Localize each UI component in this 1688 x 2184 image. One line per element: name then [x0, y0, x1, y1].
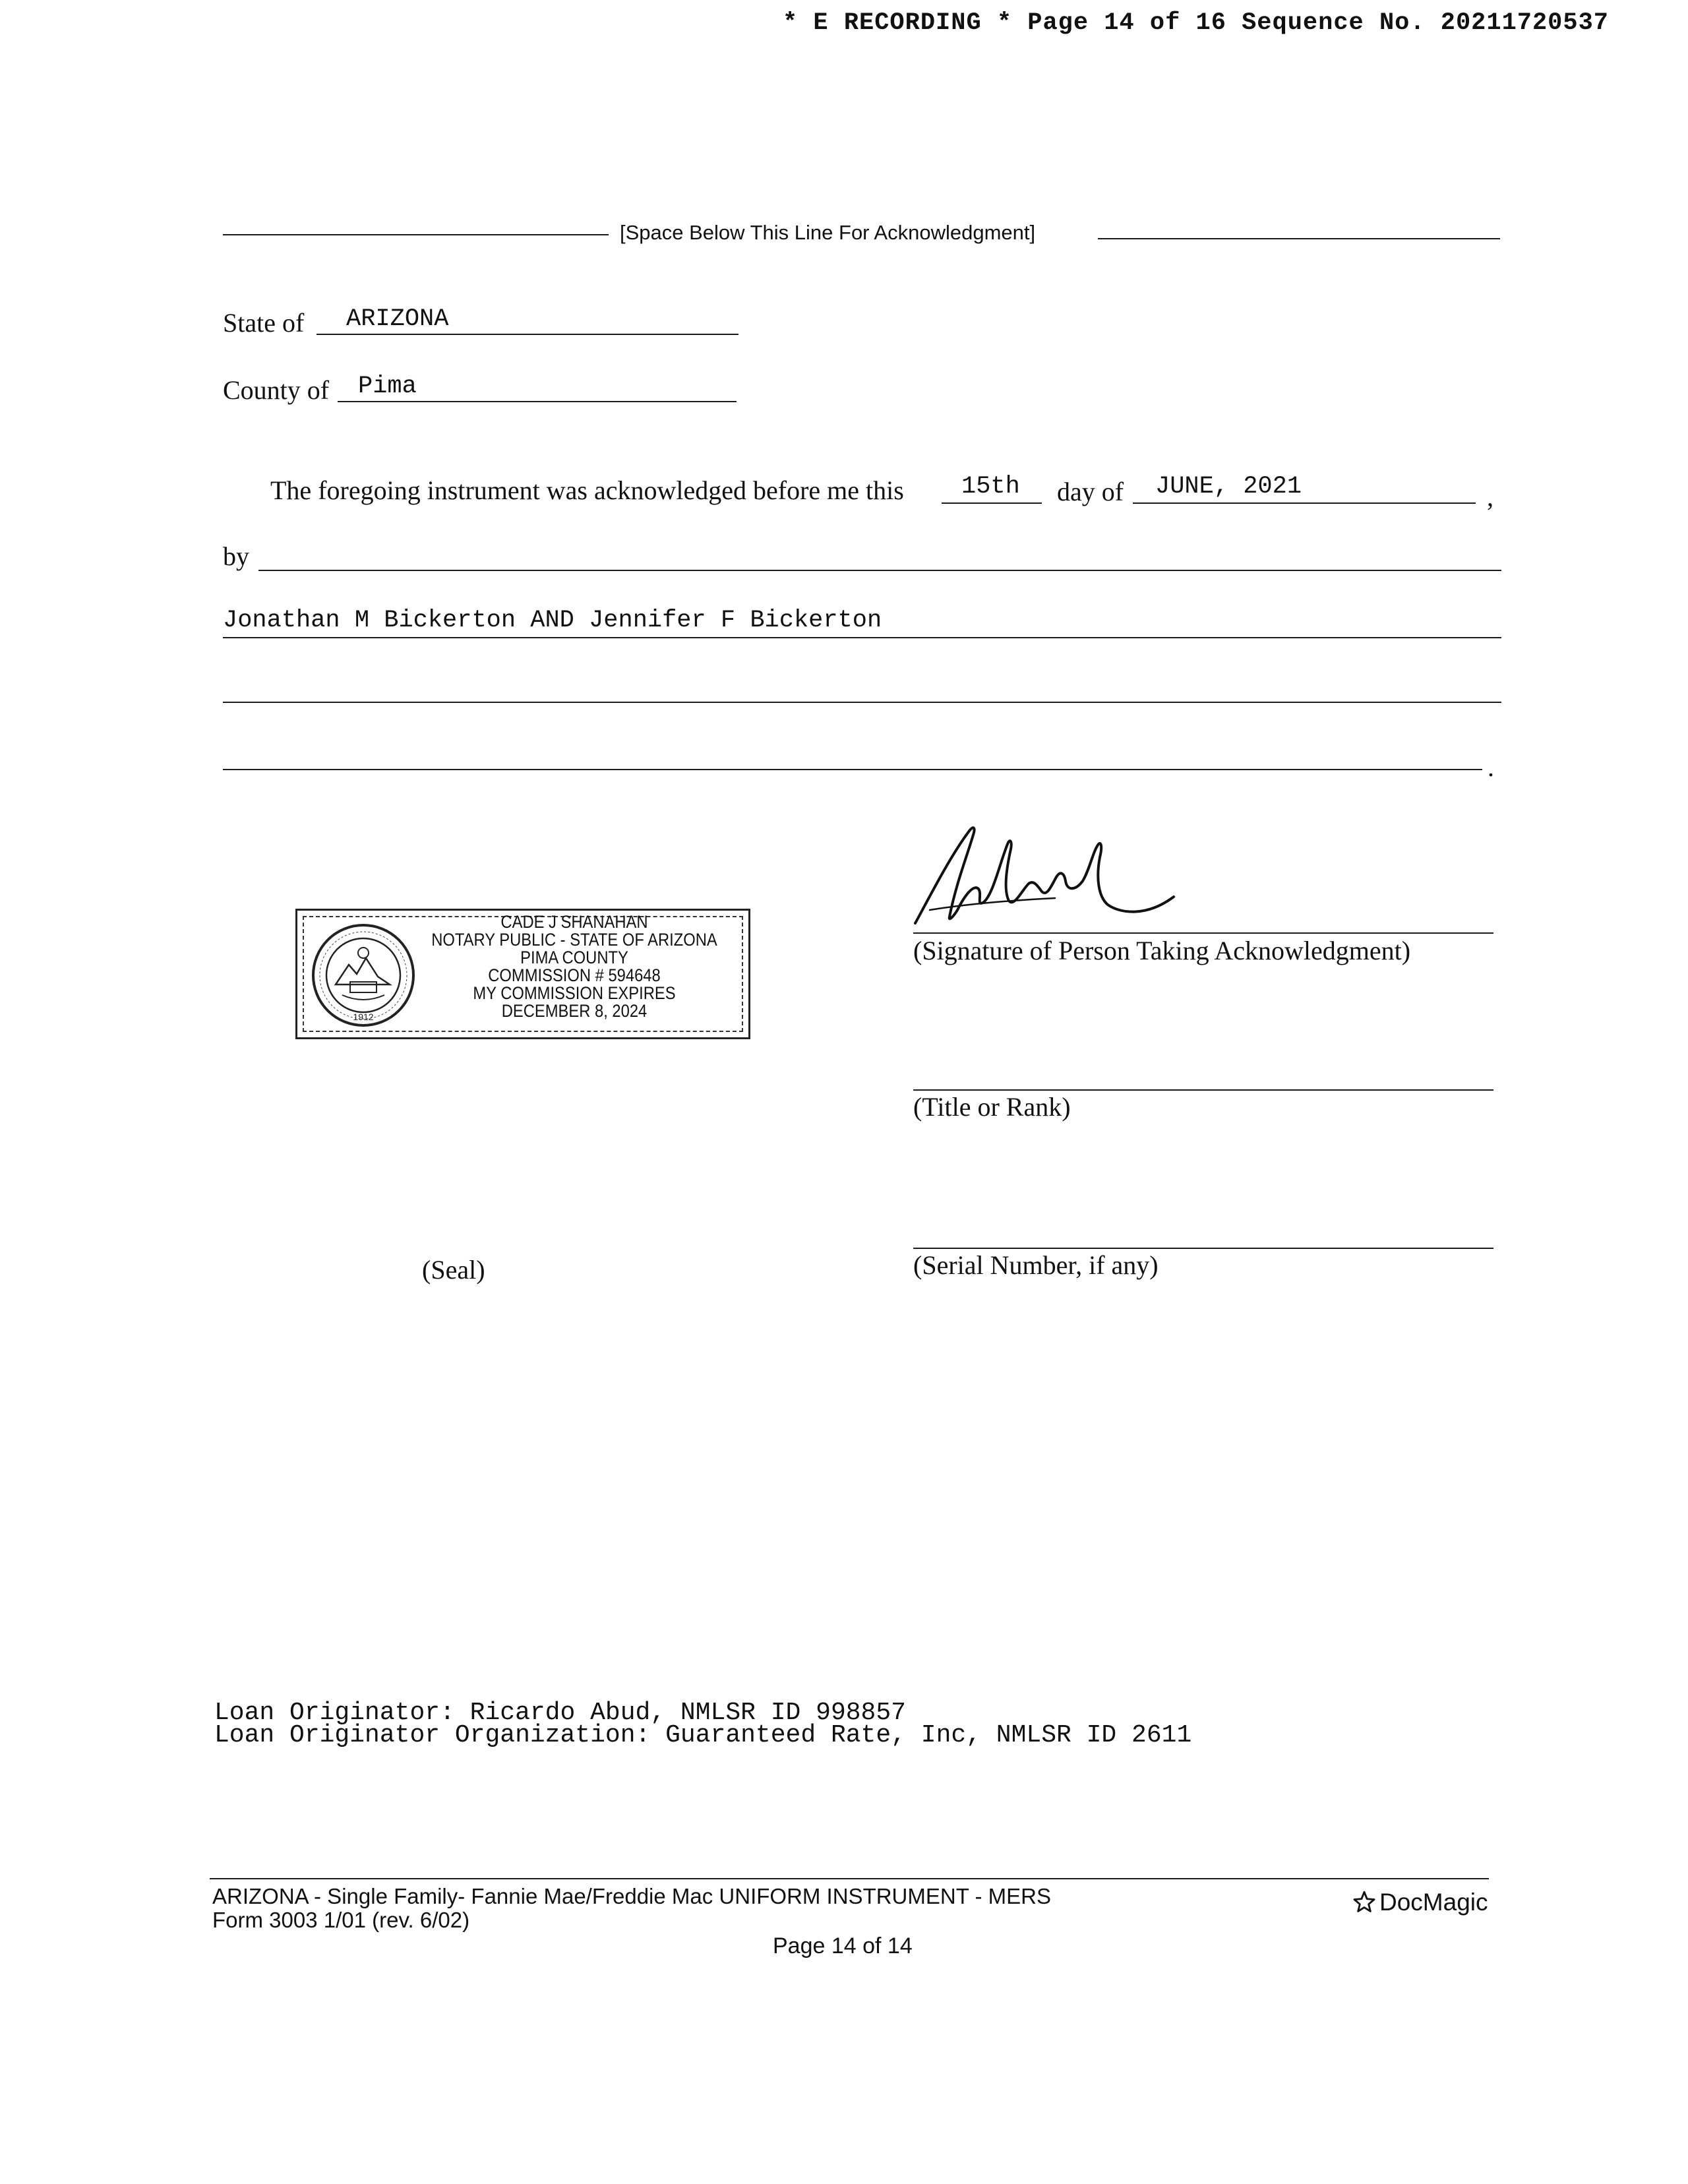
notary-stamp-text — [429, 913, 719, 1020]
blank-line-1 — [223, 702, 1501, 703]
state-value: ARIZONA — [346, 305, 449, 333]
star-outline-icon — [1352, 1890, 1377, 1915]
ack-heading: [Space Below This Line For Acknowledgment] — [620, 221, 1036, 244]
serial-underline — [913, 1248, 1493, 1249]
sentence-comma: , — [1487, 482, 1493, 512]
title-underline — [913, 1089, 1493, 1091]
county-label: County of — [223, 375, 330, 405]
notary-county: PIMA COUNTY — [520, 948, 628, 967]
by-underline — [258, 570, 1501, 571]
docmagic-brand — [1352, 1889, 1488, 1916]
sentence-period: . — [1488, 752, 1494, 782]
ack-divider-right — [1098, 238, 1500, 239]
loan-originator-organization: Loan Originator Organization: Guaranteed Rate, Inc, NMLSR ID 2611 — [214, 1721, 1192, 1749]
loan-originator: Loan Originator: Ricardo Abud, NMLSR ID 998857 — [214, 1699, 906, 1727]
notary-signature — [910, 818, 1187, 930]
seal-caption: (Seal) — [422, 1255, 485, 1285]
notary-commission: COMMISSION # 594648 — [488, 965, 661, 985]
notary-expires-date: DECEMBER 8, 2024 — [501, 1001, 648, 1021]
notary-expires-label: MY COMMISSION EXPIRES — [473, 983, 676, 1003]
month-year-value: JUNE, 2021 — [1155, 473, 1302, 501]
county-value: Pima — [358, 373, 417, 400]
county-underline — [338, 401, 737, 402]
serial-caption: (Serial Number, if any) — [913, 1250, 1159, 1280]
state-label: State of — [223, 308, 305, 338]
state-underline — [316, 334, 738, 335]
notary-title: NOTARY PUBLIC - STATE OF ARIZONA — [431, 930, 717, 950]
footer-form-line2: Form 3003 1/01 (rev. 6/02) — [212, 1908, 470, 1932]
signature-underline — [913, 932, 1493, 934]
signature-caption: (Signature of Person Taking Acknowledgment) — [913, 936, 1411, 965]
day-value: 15th — [961, 473, 1020, 501]
recording-stamp: * E RECORDING * Page 14 of 16 Sequence No. 20211720537 — [783, 9, 1609, 37]
day-of-label: day of — [1057, 477, 1124, 506]
footer-divider — [210, 1878, 1489, 1879]
docmagic-label: DocMagic — [1379, 1889, 1488, 1916]
persons-underline — [223, 637, 1501, 638]
footer-page-number: Page 14 of 14 — [773, 1933, 913, 1958]
blank-line-2 — [223, 769, 1482, 770]
persons-value: Jonathan M Bickerton AND Jennifer F Bickerton — [223, 607, 882, 634]
arizona-state-seal-icon — [309, 921, 417, 1029]
title-caption: (Title or Rank) — [913, 1092, 1071, 1122]
notary-stamp — [295, 909, 750, 1039]
seal-year: 1912 — [353, 1012, 374, 1022]
footer-form-line1: ARIZONA - Single Family- Fannie Mae/Freddie Mac UNIFORM INSTRUMENT - MERS — [212, 1884, 1051, 1908]
by-label: by — [223, 541, 249, 571]
day-underline — [942, 502, 1042, 504]
month-year-underline — [1133, 502, 1476, 504]
ack-divider-left — [223, 234, 609, 235]
notary-name: CADE J SHANAHAN — [500, 912, 648, 932]
ack-sentence: The foregoing instrument was acknowledged before me this — [270, 475, 904, 505]
